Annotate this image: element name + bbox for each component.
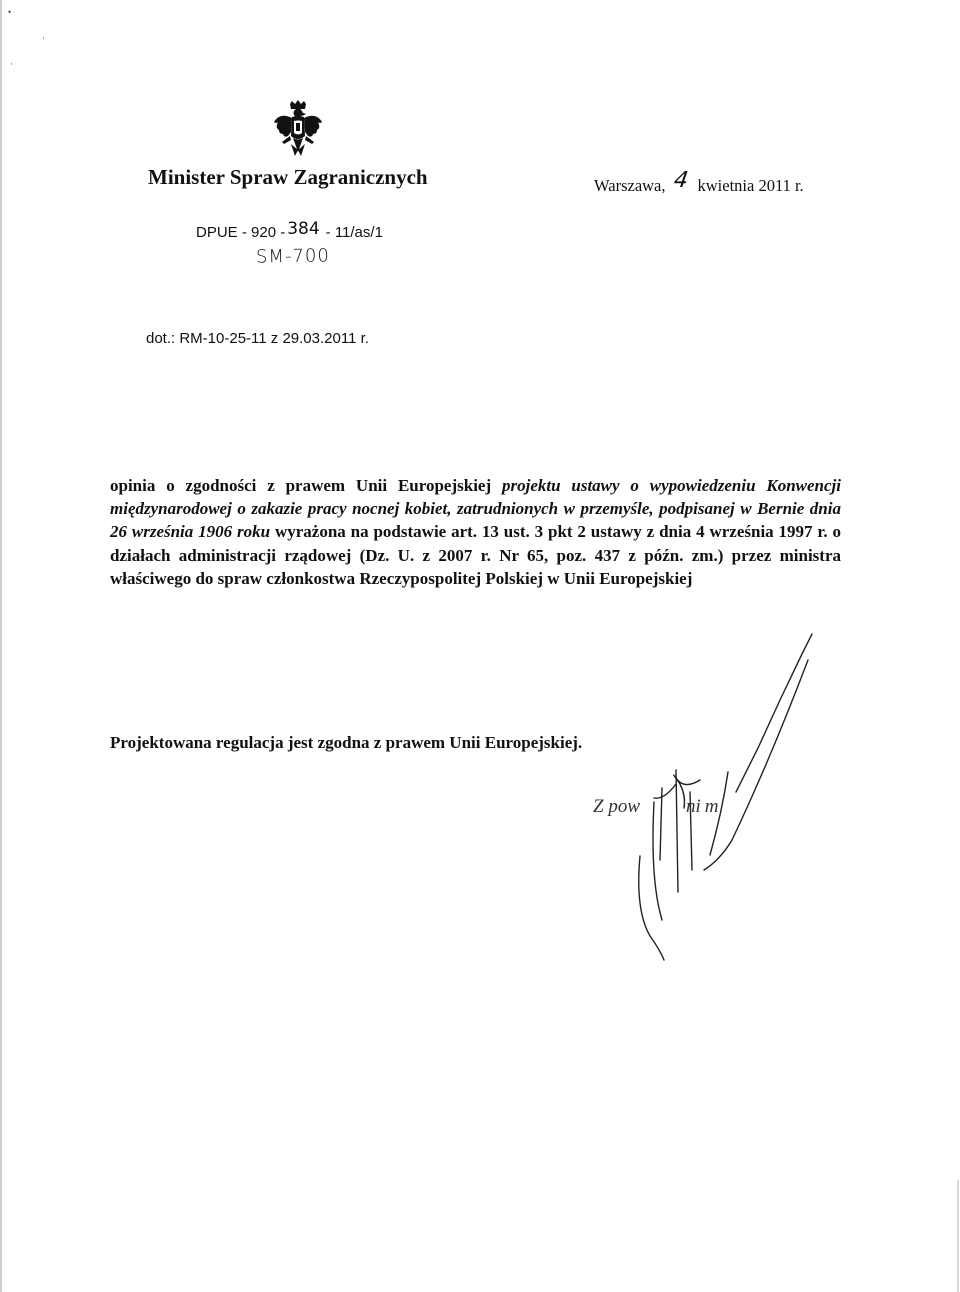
scan-speck: • — [8, 7, 12, 17]
opinion-intro: opinia o zgodności z prawem Unii Europejskiej — [110, 476, 492, 495]
conclusion-statement: Projektowana regulacja jest zgodna z prawem Unii Europejskiej. — [110, 733, 583, 752]
opinion-legal-basis: wyrażona na podstawie art. 13 ust. 3 pkt 2 ustawy z dnia 4 września 1997 r. o działach administracji rządowej (Dz. U. z 2007 r. Nr 65, poz. 437 z późn. zm.) przez ministra właściwego do spraw członkostwa Rzeczypospolitej Polskiej w Unii Europejskiej — [110, 522, 842, 588]
opinion-bill-title: projektu ustawy o wypowiedzeniu Konwencji międzynarodowej o zakazie pracy nocnej kobiet, zatrudnionych w przemyśle, podpisanej w Bernie dnia 26 września 1906 roku — [110, 476, 841, 542]
handwritten-reference-note: SM-700 — [255, 245, 330, 268]
scan-speck: · — [10, 59, 13, 69]
authorization-fragment: Z pow — [593, 796, 640, 817]
document-date — [594, 168, 804, 197]
opinion-paragraph — [110, 474, 841, 590]
date-prefix: Warszawa, — [594, 176, 666, 195]
scan-speck: · — [42, 33, 45, 43]
handwritten-day: 4 — [671, 168, 690, 193]
signature-authorization-text — [593, 796, 719, 818]
authorization-fragment-2: ni — [686, 796, 701, 817]
ministry-heading: Minister Spraw Zagranicznych — [148, 165, 428, 189]
authorization-fragment-3: m — [704, 796, 719, 817]
scan-left-edge — [0, 0, 2, 1292]
reference-prefix: DPUE - 920 - — [196, 224, 286, 241]
date-suffix: kwietnia 2011 r. — [697, 176, 804, 195]
polish-eagle-emblem-icon — [272, 100, 324, 162]
reference-number — [196, 219, 383, 242]
handwritten-reference-number: 384 — [287, 219, 320, 239]
reference-suffix: - 11/as/1 — [325, 224, 383, 241]
dot-reference-line: dot.: RM-10-25-11 z 29.03.2011 r. — [146, 330, 369, 347]
scan-right-edge — [957, 1180, 959, 1292]
